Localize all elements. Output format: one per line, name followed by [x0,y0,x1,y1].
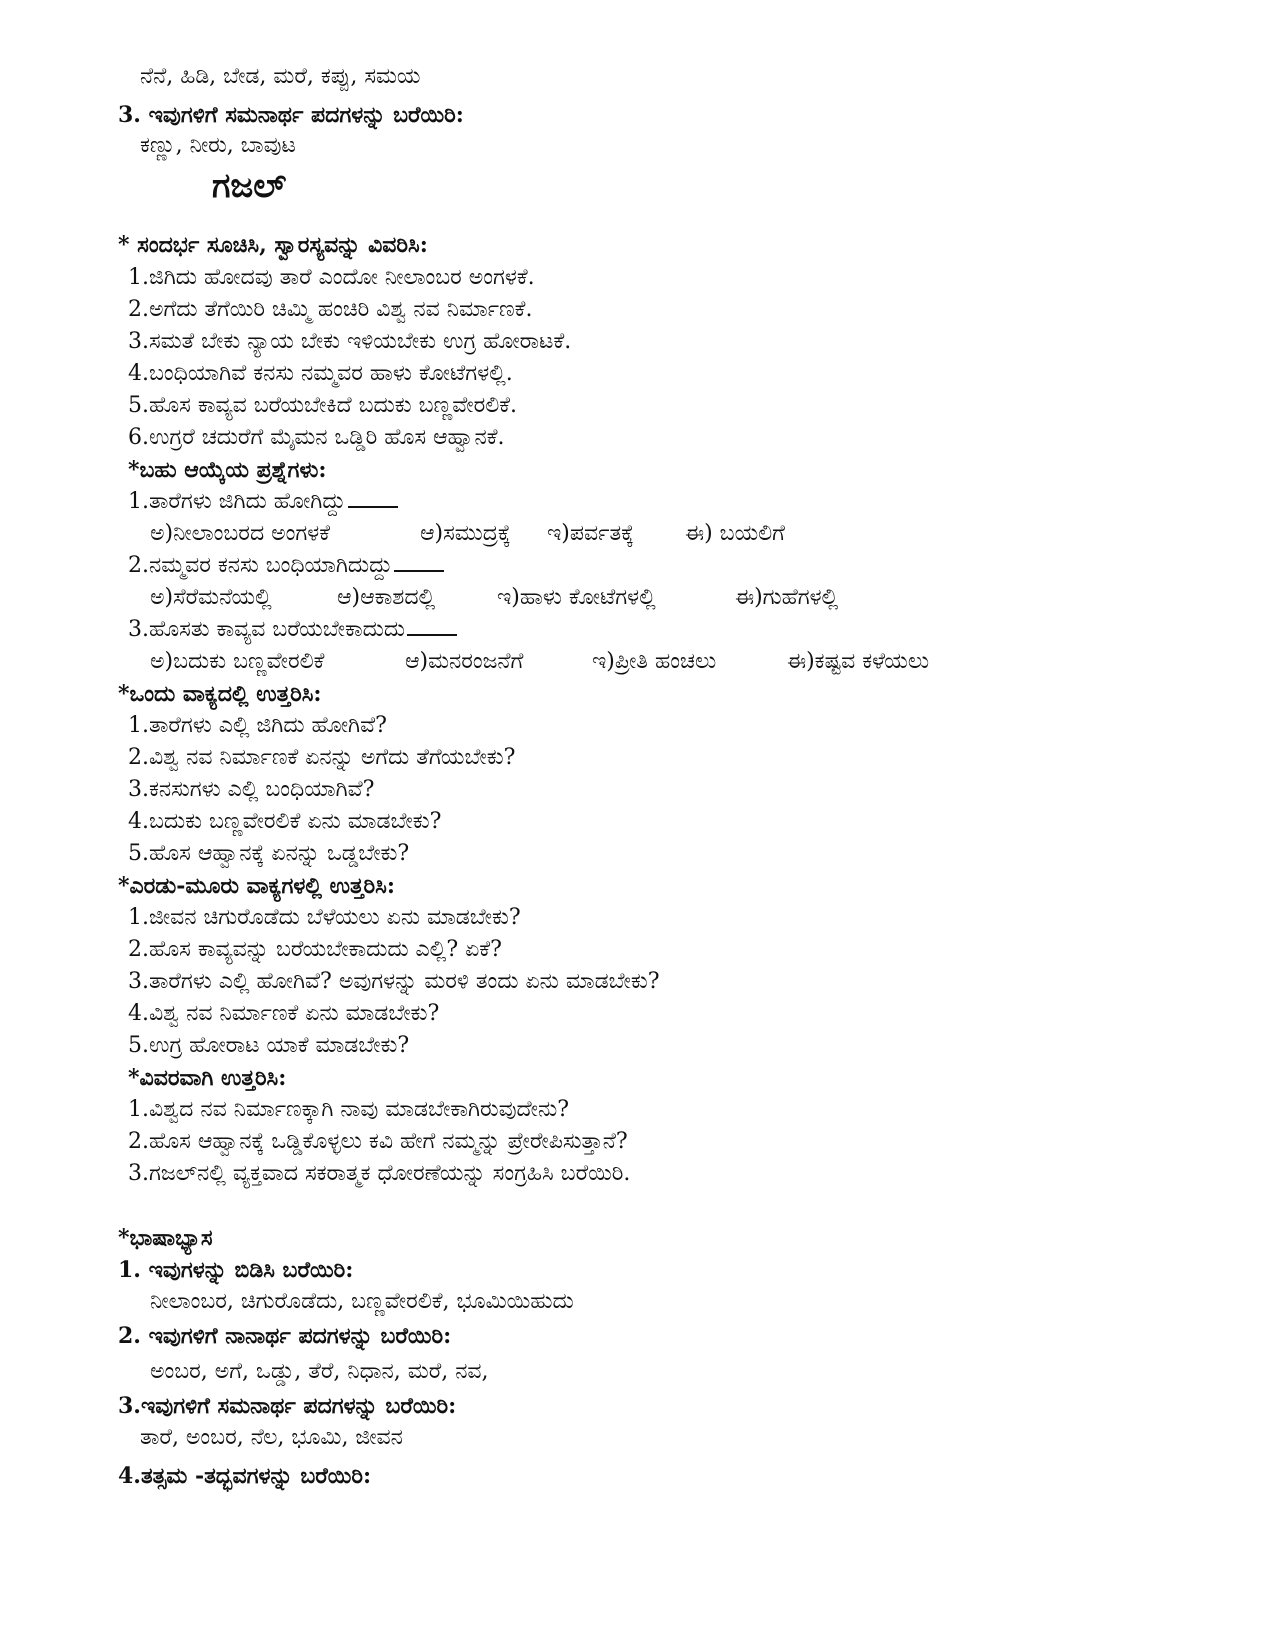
one-sentence-item: 2.ವಿಶ್ವ ನವ ನಿರ್ಮಾಣಕೆ ಏನನ್ನು ಅಗೆದು ತೆಗೆಯಬೇಕು? [128,745,516,770]
two-three-item: 3.ತಾರೆಗಳು ಎಲ್ಲಿ ಹೋಗಿವೆ? ಅವುಗಳನ್ನು ಮರಳಿ ತಂದು ಏನು ಮಾಡಬೇಕು? [128,969,660,994]
answer-blank [348,488,398,508]
synonym-words: ತಾರೆ, ಅಂಬರ, ನೆಲ, ಭೂಮಿ, ಜೀವನ [140,1425,403,1450]
one-sentence-item: 5.ಹೊಸ ಆಹ್ವಾನಕ್ಕೆ ಏನನ್ನು ಒಡ್ಡಬೇಕು? [128,841,410,866]
context-item: 2.ಅಗೆದು ತೆಗೆಯಿರಿ ಚಿಮ್ಮಿ ಹಂಚಿರಿ ವಿಶ್ವ ನವ ನಿರ್ಮಾಣಕೆ. [128,297,533,322]
context-item: 4.ಬಂಧಿಯಾಗಿವೆ ಕನಸು ನಮ್ಮವರ ಹಾಳು ಕೋಟೆಗಳಲ್ಲಿ. [128,361,513,386]
mcq-option: ಈ) ಬಯಲಿಗೆ [685,521,785,546]
detailed-item: 1.ವಿಶ್ವದ ನವ ನಿರ್ಮಾಣಕ್ಕಾಗಿ ನಾವು ಮಾಡಬೇಕಾಗಿರುವುದೇನು? [128,1097,570,1122]
context-item: 3.ಸಮತೆ ಬೇಕು ನ್ಯಾಯ ಬೇಕು ಇಳಿಯಬೇಕು ಉಗ್ರ ಹೋರಾಟಕೆ. [128,329,572,354]
two-three-item: 1.ಜೀವನ ಚಿಗುರೊಡೆದು ಬೆಳೆಯಲು ಏನು ಮಾಡಬೇಕು? [128,905,521,930]
one-sentence-item: 4.ಬದುಕು ಬಣ್ಣವೇರಲಿಕೆ ಏನು ಮಾಡಬೇಕು? [128,809,442,834]
synonym-heading: 3.ಇವುಗಳಿಗೆ ಸಮನಾರ್ಥ ಪದಗಳನ್ನು ಬರೆಯಿರಿ: [118,1393,457,1419]
two-three-heading: *ಎರಡು-ಮೂರು ವಾಕ್ಯಗಳಲ್ಲಿ ಉತ್ತರಿಸಿ: [118,873,395,899]
split-words: ನೀಲಾಂಬರ, ಚಿಗುರೊಡೆದು, ಬಣ್ಣವೇರಲಿಕೆ, ಭೂಮಿಯಿಹುದು [150,1289,574,1314]
mcq-option: ಅ)ನೀಲಾಂಬರದ ಅಂಗಳಕೆ [150,521,331,546]
mcq-question [128,615,457,645]
detailed-item: 2.ಹೊಸ ಆಹ್ವಾನಕ್ಕೆ ಒಡ್ಡಿಕೊಳ್ಳಲು ಕವಿ ಹೇಗೆ ನಮ್ಮನ್ನು ಪ್ರೇರೇಪಿಸುತ್ತಾನೆ? [128,1129,628,1154]
mcq-option: ಈ)ಗುಹೆಗಳಲ್ಲಿ [735,585,839,610]
context-item: 6.ಉಗ್ರರೆ ಚದುರೆಗೆ ಮೈಮನ ಒಡ್ಡಿರಿ ಹೊಸ ಆಹ್ವಾನಕೆ. [128,425,505,450]
two-three-item: 5.ಉಗ್ರ ಹೋರಾಟ ಯಾಕೆ ಮಾಡಬೇಕು? [128,1033,410,1058]
context-item: 1.ಜಿಗಿದು ಹೋದವು ತಾರೆ ಎಂದೋ ನೀಲಾಂಬರ ಅಂಗಳಕೆ. [128,265,535,290]
mcq-option: ಆ)ಮನರಂಜನೆಗೆ [405,649,524,674]
grammar-heading: *ಭಾಷಾಭ್ಯಾಸ [118,1225,213,1251]
context-heading: * ಸಂದರ್ಭ ಸೂಚಿಸಿ, ಸ್ವಾರಸ್ಯವನ್ನು ವಿವರಿಸಿ: [118,232,428,258]
tatsama-heading: 4.ತತ್ಸಮ -ತದ್ಭವಗಳನ್ನು ಬರೆಯಿರಿ: [118,1463,372,1489]
mcq-option: ಅ)ಸೆರೆಮನೆಯಲ್ಲಿ [150,585,272,610]
mcq-heading: *ಬಹು ಆಯ್ಕೆಯ ಪ್ರಶ್ನೆಗಳು: [128,457,327,483]
answer-blank [394,552,444,572]
homonym-words: ಅಂಬರ, ಅಗೆ, ಒಡ್ಡು, ತೆರೆ, ನಿಧಾನ, ಮರೆ, ನವ, [150,1359,489,1384]
two-three-item: 4.ವಿಶ್ವ ನವ ನಿರ್ಮಾಣಕೆ ಏನು ಮಾಡಬೇಕು? [128,1001,440,1026]
context-item: 5.ಹೊಸ ಕಾವ್ಯವ ಬರೆಯಬೇಕಿದೆ ಬದುಕು ಬಣ್ಣವೇರಲಿಕೆ. [128,393,518,418]
prev-word-list: ನೆನೆ, ಹಿಡಿ, ಬೇಡ, ಮರೆ, ಕಪ್ಪು, ಸಮಯ [140,64,421,89]
mcq-question [128,551,444,581]
one-sentence-item: 1.ತಾರೆಗಳು ಎಲ್ಲಿ ಜಿಗಿದು ಹೋಗಿವೆ? [128,713,387,738]
mcq-option: ಆ)ಸಮುದ್ರಕ್ಕೆ [420,521,511,546]
mcq-option: ಆ)ಆಕಾಶದಲ್ಲಿ [337,585,436,610]
mcq-option: ಅ)ಬದುಕು ಬಣ್ಣವೇರಲಿಕೆ [150,649,325,674]
page-title: ಗಜಲ್ [212,166,287,206]
mcq-option: ಇ)ಪ್ರೀತಿ ಹಂಚಲು [592,649,717,674]
answer-blank [407,616,457,636]
detailed-heading: *ವಿವರವಾಗಿ ಉತ್ತರಿಸಿ: [128,1065,287,1091]
mcq-question [128,487,398,517]
detailed-item: 3.ಗಜಲ್‌ನಲ್ಲಿ ವ್ಯಕ್ತವಾದ ಸಕರಾತ್ಮಕ ಧೋರಣೆಯನ್ನು ಸಂಗ್ರಹಿಸಿ ಬರೆಯಿರಿ. [128,1161,631,1186]
mcq-question-text: 3.ಹೊಸತು ಕಾವ್ಯವ ಬರೆಯಬೇಕಾದುದು [128,617,406,642]
split-heading: 1. ಇವುಗಳನ್ನು ಬಿಡಿಸಿ ಬರೆಯಿರಿ: [118,1257,354,1283]
prev-synonym-heading: 3. ಇವುಗಳಿಗೆ ಸಮನಾರ್ಥ ಪದಗಳನ್ನು ಬರೆಯಿರಿ: [118,102,464,128]
mcq-option: ಇ)ಪರ್ವತಕ್ಕೆ [547,521,635,546]
mcq-question-text: 1.ತಾರೆಗಳು ಜಿಗಿದು ಹೋಗಿದ್ದು [128,489,346,514]
mcq-option: ಈ)ಕಷ್ಟವ ಕಳೆಯಲು [787,649,930,674]
mcq-option: ಇ)ಹಾಳು ಕೋಟೆಗಳಲ್ಲಿ [497,585,656,610]
one-sentence-heading: *ಒಂದು ವಾಕ್ಯದಲ್ಲಿ ಉತ್ತರಿಸಿ: [118,681,322,707]
homonym-heading: 2. ಇವುಗಳಿಗೆ ನಾನಾರ್ಥ ಪದಗಳನ್ನು ಬರೆಯಿರಿ: [118,1323,452,1349]
mcq-question-text: 2.ನಮ್ಮವರ ಕನಸು ಬಂಧಿಯಾಗಿದುದ್ದು [128,553,393,578]
prev-synonym-words: ಕಣ್ಣು, ನೀರು, ಬಾವುಟ [140,133,296,158]
one-sentence-item: 3.ಕನಸುಗಳು ಎಲ್ಲಿ ಬಂಧಿಯಾಗಿವೆ? [128,777,375,802]
two-three-item: 2.ಹೊಸ ಕಾವ್ಯವನ್ನು ಬರೆಯಬೇಕಾದುದು ಎಲ್ಲಿ? ಏಕೆ? [128,937,502,962]
